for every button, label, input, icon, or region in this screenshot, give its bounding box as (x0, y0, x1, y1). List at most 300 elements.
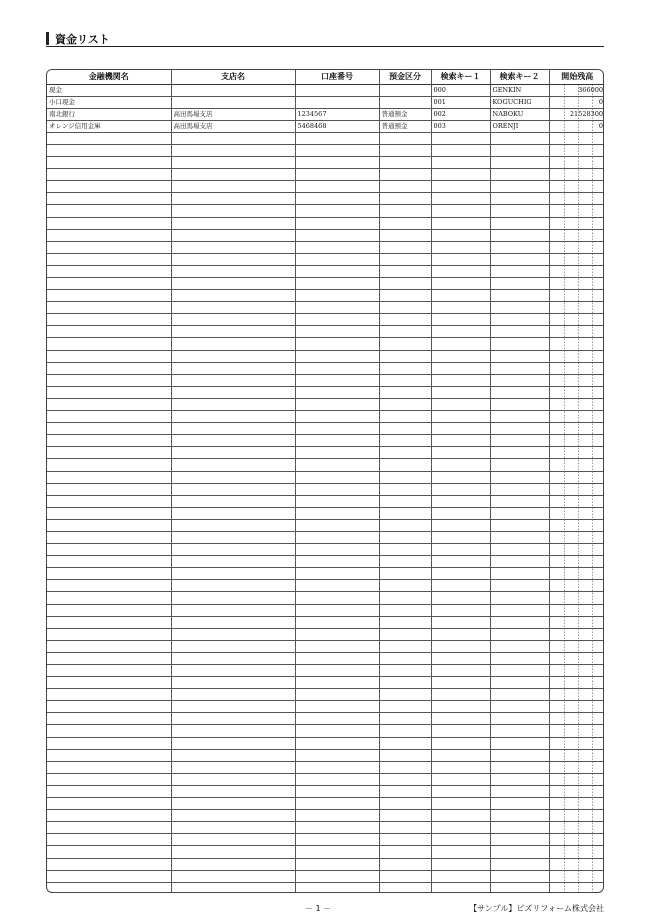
cell-search-key-1 (431, 338, 490, 350)
cell-account-number (295, 241, 379, 253)
cell-search-key-2 (490, 870, 549, 882)
empty-table-row (47, 616, 604, 628)
cell-branch-name (171, 229, 295, 241)
empty-table-row (47, 882, 604, 893)
cell-search-key-1 (431, 350, 490, 362)
empty-table-row (47, 144, 604, 156)
cell-deposit-type (379, 616, 431, 628)
cell-account-number (295, 435, 379, 447)
cell-branch-name (171, 217, 295, 229)
cell-deposit-type (379, 604, 431, 616)
cell-bank-name (47, 435, 171, 447)
cell-account-number (295, 157, 379, 169)
cell-account-number (295, 870, 379, 882)
cell-bank-name (47, 556, 171, 568)
page-number: － 1 － (305, 904, 332, 913)
cell-opening-balance (549, 435, 604, 447)
empty-table-row (47, 471, 604, 483)
empty-table-row (47, 398, 604, 410)
empty-table-row (47, 834, 604, 846)
cell-search-key-2 (490, 592, 549, 604)
cell-account-number (295, 531, 379, 543)
cell-search-key-1 (431, 519, 490, 531)
cell-search-key-1 (431, 229, 490, 241)
cell-opening-balance (549, 253, 604, 265)
cell-bank-name (47, 447, 171, 459)
table-row (47, 84, 604, 96)
cell-search-key-2 (490, 616, 549, 628)
cell-opening-balance (549, 568, 604, 580)
cell-account-number: 1234567 (295, 108, 379, 120)
cell-deposit-type (379, 531, 431, 543)
cell-account-number (295, 144, 379, 156)
cell-search-key-1 (431, 241, 490, 253)
cell-bank-name (47, 882, 171, 893)
cell-opening-balance (549, 689, 604, 701)
cell-branch-name (171, 556, 295, 568)
cell-deposit-type (379, 846, 431, 858)
cell-deposit-type (379, 773, 431, 785)
cell-bank-name (47, 652, 171, 664)
cell-search-key-1 (431, 798, 490, 810)
cell-opening-balance (549, 628, 604, 640)
cell-account-number (295, 507, 379, 519)
cell-branch-name (171, 604, 295, 616)
cell-branch-name (171, 471, 295, 483)
cell-bank-name (47, 132, 171, 144)
empty-table-row (47, 652, 604, 664)
cell-account-number (295, 302, 379, 314)
cell-search-key-1 (431, 290, 490, 302)
cell-search-key-1 (431, 568, 490, 580)
cell-deposit-type (379, 471, 431, 483)
cell-search-key-1 (431, 846, 490, 858)
cell-search-key-2 (490, 338, 549, 350)
cell-search-key-1 (431, 725, 490, 737)
cell-search-key-1 (431, 374, 490, 386)
cell-search-key-1 (431, 471, 490, 483)
cell-account-number (295, 132, 379, 144)
empty-table-row (47, 592, 604, 604)
cell-search-key-2 (490, 628, 549, 640)
cell-account-number (295, 713, 379, 725)
cell-branch-name (171, 798, 295, 810)
cell-opening-balance (549, 822, 604, 834)
cell-account-number (295, 858, 379, 870)
cell-account-number (295, 217, 379, 229)
cell-search-key-1 (431, 423, 490, 435)
cell-opening-balance (549, 616, 604, 628)
cell-opening-balance (549, 507, 604, 519)
cell-search-key-1 (431, 253, 490, 265)
cell-branch-name (171, 870, 295, 882)
cell-deposit-type (379, 326, 431, 338)
cell-bank-name (47, 265, 171, 277)
cell-search-key-1 (431, 689, 490, 701)
cell-search-key-2 (490, 471, 549, 483)
empty-table-row (47, 785, 604, 797)
header-opening-balance: 開始残高 (549, 70, 604, 84)
cell-search-key-1 (431, 544, 490, 556)
cell-account-number (295, 616, 379, 628)
cell-search-key-1 (431, 302, 490, 314)
cell-search-key-2 (490, 181, 549, 193)
cell-search-key-1 (431, 834, 490, 846)
cell-deposit-type (379, 302, 431, 314)
cell-deposit-type (379, 265, 431, 277)
cell-search-key-1 (431, 483, 490, 495)
cell-opening-balance (549, 205, 604, 217)
cell-bank-name (47, 773, 171, 785)
cell-branch-name: 高田馬場支店 (171, 108, 295, 120)
cell-search-key-2 (490, 193, 549, 205)
cell-bank-name (47, 507, 171, 519)
cell-branch-name (171, 507, 295, 519)
cell-opening-balance (549, 278, 604, 290)
cell-search-key-2 (490, 447, 549, 459)
cell-opening-balance (549, 265, 604, 277)
cell-search-key-2 (490, 556, 549, 568)
empty-table-row (47, 604, 604, 616)
cell-bank-name (47, 665, 171, 677)
empty-table-row (47, 858, 604, 870)
cell-bank-name (47, 338, 171, 350)
cell-opening-balance (549, 144, 604, 156)
cell-branch-name (171, 290, 295, 302)
cell-branch-name (171, 592, 295, 604)
cell-opening-balance: 0 (549, 120, 604, 132)
cell-search-key-2 (490, 834, 549, 846)
cell-bank-name (47, 495, 171, 507)
cell-bank-name (47, 870, 171, 882)
cell-bank-name (47, 411, 171, 423)
cell-search-key-2 (490, 495, 549, 507)
cell-search-key-1 (431, 193, 490, 205)
cell-search-key-2 (490, 132, 549, 144)
cell-opening-balance (549, 531, 604, 543)
cell-branch-name (171, 785, 295, 797)
empty-table-row (47, 157, 604, 169)
cell-deposit-type (379, 96, 431, 108)
cell-deposit-type (379, 592, 431, 604)
cell-bank-name (47, 157, 171, 169)
cell-search-key-1 (431, 737, 490, 749)
cell-search-key-2 (490, 701, 549, 713)
cell-bank-name (47, 689, 171, 701)
cell-search-key-2 (490, 350, 549, 362)
cell-branch-name (171, 302, 295, 314)
cell-search-key-2 (490, 773, 549, 785)
cell-search-key-2 (490, 265, 549, 277)
cell-bank-name (47, 483, 171, 495)
cell-account-number (295, 556, 379, 568)
cell-bank-name (47, 592, 171, 604)
cell-branch-name (171, 435, 295, 447)
cell-search-key-2 (490, 205, 549, 217)
cell-deposit-type (379, 411, 431, 423)
empty-table-row (47, 640, 604, 652)
cell-opening-balance (549, 773, 604, 785)
cell-deposit-type (379, 640, 431, 652)
cell-opening-balance (549, 411, 604, 423)
fund-list-table (47, 70, 604, 893)
cell-search-key-2 (490, 761, 549, 773)
cell-deposit-type: 普通預金 (379, 108, 431, 120)
cell-deposit-type (379, 713, 431, 725)
cell-bank-name (47, 580, 171, 592)
cell-search-key-1 (431, 278, 490, 290)
cell-opening-balance (549, 217, 604, 229)
cell-opening-balance (549, 471, 604, 483)
cell-search-key-2 (490, 858, 549, 870)
cell-deposit-type (379, 217, 431, 229)
cell-account-number (295, 737, 379, 749)
cell-deposit-type (379, 144, 431, 156)
cell-search-key-1 (431, 398, 490, 410)
cell-search-key-2 (490, 290, 549, 302)
cell-bank-name (47, 798, 171, 810)
cell-branch-name (171, 568, 295, 580)
cell-deposit-type (379, 314, 431, 326)
cell-search-key-2 (490, 229, 549, 241)
cell-bank-name (47, 846, 171, 858)
cell-search-key-2 (490, 435, 549, 447)
empty-table-row (47, 580, 604, 592)
cell-search-key-1 (431, 652, 490, 664)
cell-search-key-1 (431, 701, 490, 713)
cell-opening-balance (549, 374, 604, 386)
cell-account-number (295, 882, 379, 893)
cell-account-number (295, 423, 379, 435)
cell-search-key-2: ORENJI (490, 120, 549, 132)
cell-account-number (295, 447, 379, 459)
empty-table-row (47, 749, 604, 761)
cell-branch-name (171, 665, 295, 677)
cell-opening-balance (549, 713, 604, 725)
empty-table-row (47, 169, 604, 181)
cell-branch-name (171, 677, 295, 689)
cell-branch-name (171, 810, 295, 822)
cell-search-key-2 (490, 169, 549, 181)
cell-search-key-1 (431, 858, 490, 870)
cell-branch-name (171, 253, 295, 265)
cell-bank-name (47, 459, 171, 471)
cell-bank-name (47, 810, 171, 822)
empty-table-row (47, 326, 604, 338)
empty-table-row (47, 870, 604, 882)
cell-opening-balance (549, 701, 604, 713)
cell-bank-name: 南北銀行 (47, 108, 171, 120)
cell-branch-name (171, 531, 295, 543)
cell-search-key-2 (490, 398, 549, 410)
cell-search-key-1 (431, 882, 490, 893)
cell-account-number (295, 193, 379, 205)
cell-account-number (295, 459, 379, 471)
empty-table-row (47, 181, 604, 193)
empty-table-row (47, 507, 604, 519)
empty-table-row (47, 447, 604, 459)
cell-search-key-2 (490, 144, 549, 156)
cell-deposit-type (379, 398, 431, 410)
cell-opening-balance (549, 386, 604, 398)
cell-account-number (295, 495, 379, 507)
cell-opening-balance (549, 785, 604, 797)
company-name: 【サンプル】ビズリフォーム株式会社 (469, 904, 604, 913)
cell-account-number (295, 411, 379, 423)
cell-bank-name (47, 362, 171, 374)
empty-table-row (47, 435, 604, 447)
cell-account-number (295, 374, 379, 386)
cell-bank-name (47, 205, 171, 217)
cell-account-number (295, 665, 379, 677)
cell-opening-balance (549, 132, 604, 144)
cell-bank-name (47, 241, 171, 253)
cell-account-number (295, 169, 379, 181)
empty-table-row (47, 568, 604, 580)
cell-account-number (295, 604, 379, 616)
cell-deposit-type (379, 544, 431, 556)
cell-account-number (295, 773, 379, 785)
cell-bank-name (47, 471, 171, 483)
cell-opening-balance (549, 398, 604, 410)
cell-branch-name (171, 846, 295, 858)
cell-deposit-type (379, 374, 431, 386)
cell-branch-name (171, 338, 295, 350)
cell-bank-name (47, 181, 171, 193)
cell-deposit-type (379, 822, 431, 834)
cell-account-number (295, 785, 379, 797)
cell-branch-name (171, 616, 295, 628)
cell-deposit-type (379, 435, 431, 447)
empty-table-row (47, 229, 604, 241)
cell-search-key-2 (490, 846, 549, 858)
header-deposit-type: 預金区分 (379, 70, 431, 84)
cell-branch-name (171, 241, 295, 253)
empty-table-row (47, 241, 604, 253)
empty-table-row (47, 217, 604, 229)
cell-search-key-1 (431, 411, 490, 423)
cell-account-number (295, 398, 379, 410)
cell-search-key-1 (431, 640, 490, 652)
cell-account-number (295, 314, 379, 326)
cell-search-key-2 (490, 544, 549, 556)
cell-search-key-2: NABOKU (490, 108, 549, 120)
cell-opening-balance (549, 725, 604, 737)
empty-table-row (47, 761, 604, 773)
cell-search-key-2 (490, 785, 549, 797)
cell-deposit-type (379, 834, 431, 846)
cell-bank-name (47, 834, 171, 846)
cell-opening-balance (549, 302, 604, 314)
cell-branch-name (171, 882, 295, 893)
cell-bank-name (47, 229, 171, 241)
cell-search-key-1 (431, 556, 490, 568)
empty-table-row (47, 386, 604, 398)
empty-table-row (47, 374, 604, 386)
cell-deposit-type (379, 447, 431, 459)
cell-account-number (295, 725, 379, 737)
cell-deposit-type (379, 350, 431, 362)
empty-table-row (47, 290, 604, 302)
cell-branch-name (171, 326, 295, 338)
cell-opening-balance (549, 314, 604, 326)
cell-opening-balance: 21528300 (549, 108, 604, 120)
cell-opening-balance (549, 241, 604, 253)
cell-branch-name (171, 205, 295, 217)
cell-branch-name (171, 423, 295, 435)
cell-bank-name (47, 858, 171, 870)
cell-account-number (295, 640, 379, 652)
cell-branch-name (171, 144, 295, 156)
cell-bank-name (47, 628, 171, 640)
cell-branch-name (171, 398, 295, 410)
cell-search-key-1 (431, 713, 490, 725)
cell-search-key-2 (490, 531, 549, 543)
cell-opening-balance (549, 447, 604, 459)
cell-search-key-1 (431, 822, 490, 834)
cell-search-key-2 (490, 640, 549, 652)
cell-branch-name (171, 386, 295, 398)
cell-branch-name (171, 689, 295, 701)
cell-bank-name (47, 423, 171, 435)
cell-search-key-1 (431, 495, 490, 507)
empty-table-row (47, 338, 604, 350)
cell-bank-name (47, 713, 171, 725)
cell-account-number (295, 326, 379, 338)
cell-deposit-type (379, 677, 431, 689)
cell-deposit-type (379, 882, 431, 893)
cell-deposit-type (379, 858, 431, 870)
cell-search-key-1 (431, 314, 490, 326)
cell-opening-balance (549, 290, 604, 302)
cell-account-number (295, 181, 379, 193)
cell-search-key-2 (490, 157, 549, 169)
cell-search-key-2 (490, 580, 549, 592)
cell-account-number (295, 338, 379, 350)
empty-table-row (47, 314, 604, 326)
cell-deposit-type (379, 749, 431, 761)
cell-branch-name (171, 483, 295, 495)
cell-opening-balance (549, 338, 604, 350)
cell-account-number (295, 749, 379, 761)
cell-search-key-1: 003 (431, 120, 490, 132)
cell-account-number (295, 519, 379, 531)
cell-opening-balance (549, 193, 604, 205)
cell-opening-balance (549, 495, 604, 507)
cell-branch-name (171, 628, 295, 640)
cell-search-key-2 (490, 798, 549, 810)
cell-deposit-type (379, 169, 431, 181)
cell-bank-name (47, 749, 171, 761)
cell-opening-balance (549, 737, 604, 749)
cell-opening-balance (549, 677, 604, 689)
empty-table-row (47, 193, 604, 205)
cell-search-key-1 (431, 604, 490, 616)
cell-bank-name (47, 169, 171, 181)
cell-bank-name (47, 398, 171, 410)
cell-opening-balance (549, 798, 604, 810)
cell-bank-name (47, 290, 171, 302)
cell-opening-balance (549, 181, 604, 193)
cell-search-key-1 (431, 785, 490, 797)
cell-search-key-1 (431, 459, 490, 471)
title-marker (46, 32, 49, 45)
cell-deposit-type (379, 483, 431, 495)
cell-search-key-1 (431, 205, 490, 217)
cell-search-key-2 (490, 326, 549, 338)
cell-deposit-type (379, 810, 431, 822)
cell-bank-name: 小口現金 (47, 96, 171, 108)
